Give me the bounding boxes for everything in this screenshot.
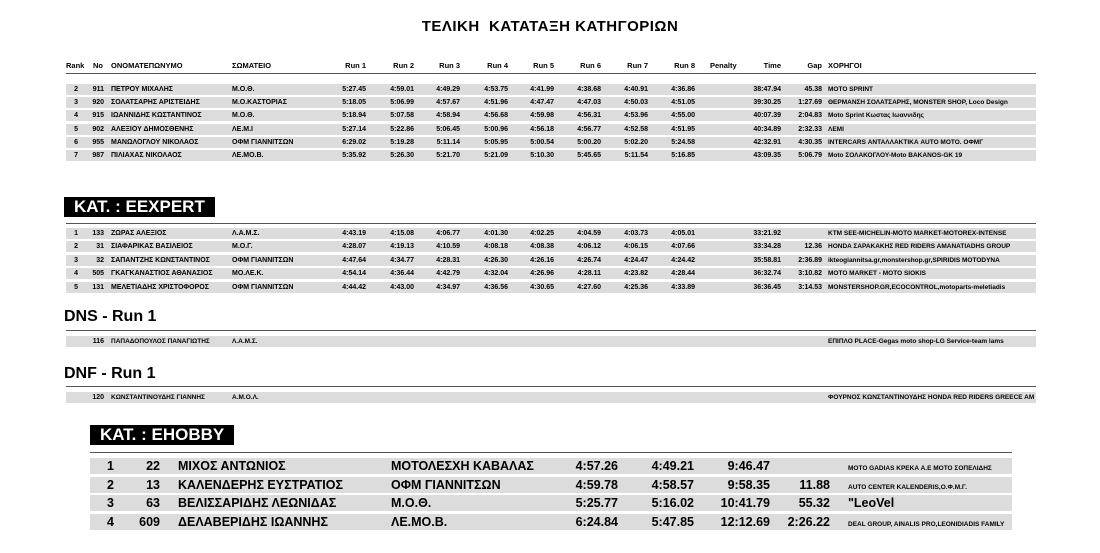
rider-name-cell: ΣΑΠΑΝΤΖΗΣ ΚΩΝΣΤΑΝΤΙΝΟΣ (111, 256, 210, 264)
number-cell: 920 (92, 99, 104, 107)
rider-name-cell: ΜΑΝΩΛΟΓΛΟΥ ΝΙΚΟΛΑΟΣ (111, 138, 199, 146)
run-time-cell: 4:51.95 (671, 125, 695, 133)
run-time-cell: 4:26.30 (484, 256, 508, 264)
gap-cell: 5:06.79 (798, 152, 822, 159)
run-time-cell: 4:49.21 (651, 459, 694, 473)
sponsor-cell: ΛΕΜΙ (828, 125, 844, 133)
run-time-cell: 4:36.44 (390, 270, 414, 278)
rider-name-cell: ΖΩΡΑΣ ΑΛΕΞΙΟΣ (111, 230, 167, 237)
number-cell: 133 (92, 230, 104, 237)
header-divider (66, 73, 1036, 74)
run-time-cell: 4:57.26 (575, 459, 618, 473)
sponsor-cell: KTM SEE-MICHELIN-MOTO MARKET-MOTOREX-INTENSE (828, 230, 1007, 237)
run-time-cell: 4:57.67 (436, 99, 460, 107)
total-time-cell: 9:58.35 (727, 477, 770, 492)
dnf-no: 120 (92, 394, 104, 401)
table-row (0, 495, 1100, 512)
sponsor-cell: INTERCARS ΑΝΤΑΛΛΑΚΤΙΚΑ AUTO MOTO. ΟΦΜΓ (828, 138, 984, 146)
total-time-cell: 9:46.47 (727, 459, 770, 473)
dnf-club: Α.Μ.Ο.Λ. (232, 394, 259, 401)
hobby-divider (90, 452, 1012, 453)
run-time-cell: 5:21.09 (484, 152, 508, 159)
number-cell: 955 (92, 138, 104, 146)
run-time-cell: 4:26.16 (530, 256, 554, 264)
run-time-cell: 4:51.96 (484, 99, 508, 107)
rank-cell: 2 (74, 243, 78, 251)
dns-title: DNS - Run 1 (64, 308, 157, 325)
run-time-cell: 5:25.77 (575, 496, 618, 510)
run-time-cell: 5:11.54 (624, 152, 648, 159)
run-time-cell: 5:10.30 (530, 152, 554, 159)
run-time-cell: 4:59.98 (530, 112, 554, 120)
run-time-cell: 4:03.73 (624, 230, 648, 237)
run-time-cell: 4:50.03 (624, 99, 648, 107)
rider-name-cell: ΣΟΛΑΤΣΑΡΗΣ ΑΡΙΣΤΕΙΔΗΣ (111, 99, 200, 107)
rider-name-cell: ΠΕΤΡΟΥ ΜΙΧΑΛΗΣ (111, 86, 173, 93)
rank-cell: 2 (74, 86, 78, 93)
run-time-cell: 4:28.31 (436, 256, 460, 264)
rider-name-cell: ΠΙΛΙΑΧΑΣ ΝΙΚΟΛΑΟΣ (111, 152, 182, 159)
col-penalty: Penalty (710, 61, 737, 70)
rank-cell: 7 (74, 152, 78, 159)
rank-cell: 4 (107, 514, 114, 529)
gap-cell: 11.88 (799, 477, 830, 492)
run-time-cell: 4:26.96 (530, 270, 554, 278)
club-cell: ΛΕ.ΜΟ.Β. (391, 514, 448, 529)
gap-cell: 2:32.33 (798, 125, 822, 133)
sponsor-cell: AUTO CENTER KALENDERIS,Ο.Φ.Μ.Γ. (848, 483, 967, 491)
run-time-cell: 5:45.65 (577, 152, 601, 159)
rider-name-cell: ΚΑΛΕΝΔΕΡΗΣ ΕΥΣΤΡΑΤΙΟΣ (178, 477, 343, 492)
dnf-divider (66, 386, 1036, 387)
run-time-cell: 4:54.14 (342, 270, 366, 278)
gap-cell: 55.32 (798, 496, 830, 510)
run-time-cell: 4:40.91 (624, 86, 648, 93)
club-cell: Μ.Ο.Θ. (232, 112, 255, 120)
run-time-cell: 4:05.01 (671, 230, 695, 237)
run-time-cell: 4:23.82 (624, 270, 648, 278)
sponsor-cell: HONDA ΣΑΡΑΚΑΚΗΣ RED RIDERS AMANATIADHS GROUP (828, 243, 1011, 251)
sponsor-cell: Moto Sprint Κωστας Ιωαννιδης (828, 112, 924, 120)
run-time-cell: 4:59.78 (575, 477, 618, 492)
club-cell: Λ.Α.Μ.Σ. (232, 230, 260, 237)
table-row (0, 477, 1100, 494)
run-time-cell: 4:06.15 (624, 243, 648, 251)
run-time-cell: 5:06.45 (436, 125, 460, 133)
table-row (0, 514, 1100, 531)
club-cell: Μ.Ο.ΚΑΣΤΟΡΙΑΣ (232, 99, 287, 107)
total-time-cell: 33:34.28 (753, 243, 781, 251)
table-row (0, 458, 1100, 475)
table-row (0, 84, 1100, 97)
run-time-cell: 4:53.75 (484, 86, 508, 93)
run-time-cell: 5:24.58 (671, 138, 695, 146)
rank-cell: 4 (74, 112, 78, 120)
gap-cell: 2:04.83 (798, 112, 822, 120)
col-run3: Run 3 (439, 61, 460, 70)
column-header-row (0, 61, 1100, 73)
col-sponsors: ΧΟΡΗΓΟΙ (828, 61, 862, 70)
club-cell: Μ.Ο.Θ. (232, 86, 255, 93)
total-time-cell: 40:07.39 (753, 112, 781, 120)
run-time-cell: 4:15.08 (390, 230, 414, 237)
dns-divider (66, 330, 1036, 331)
run-time-cell: 4:19.13 (390, 243, 414, 251)
club-cell: ΟΦΜ ΓΙΑΝΝΙΤΣΩΝ (232, 138, 294, 146)
run-time-cell: 4:08.38 (530, 243, 554, 251)
run-time-cell: 4:04.59 (577, 230, 601, 237)
run-time-cell: 4:36.56 (484, 283, 508, 291)
run-time-cell: 4:43.00 (390, 283, 414, 291)
gap-cell: 2:26.22 (787, 514, 830, 529)
club-cell: ΟΦΜ ΓΙΑΝΝΙΤΣΩΝ (232, 256, 294, 264)
category-title-expert: ΚΑΤ. : EEXPERT (64, 197, 215, 217)
table-row (0, 228, 1100, 241)
club-cell: ΜΟΤΟΛΕΣΧΗ ΚΑΒΑΛΑΣ (391, 459, 534, 473)
run-time-cell: 4:30.65 (530, 283, 554, 291)
run-time-cell: 5:22.86 (390, 125, 414, 133)
run-time-cell: 4:56.68 (484, 112, 508, 120)
gap-cell: 2:36.89 (798, 256, 822, 264)
rider-name-cell: ΜΕΛΕΤΙΑΔΗΣ ΧΡΙΣΤΟΦΟΡΟΣ (111, 283, 209, 291)
run-time-cell: 4:28.11 (577, 270, 601, 278)
table-row (0, 97, 1100, 110)
number-cell: 131 (92, 283, 104, 291)
run-time-cell: 4:59.01 (390, 86, 414, 93)
number-cell: 22 (146, 459, 160, 473)
number-cell: 31 (96, 243, 104, 251)
run-time-cell: 4:28.44 (671, 270, 695, 278)
run-time-cell: 4:51.05 (671, 99, 695, 107)
total-time-cell: 36:32.74 (753, 270, 781, 278)
run-time-cell: 4:27.60 (577, 283, 601, 291)
run-time-cell: 4:07.66 (671, 243, 695, 251)
gap-cell: 4:30.35 (798, 138, 822, 146)
run-time-cell: 5:11.14 (436, 138, 460, 146)
dns-name: ΠΑΠΑΔΟΠΟΥΛΟΣ ΠΑΝΑΓΙΩΤΗΣ (111, 338, 210, 345)
run-time-cell: 5:35.92 (342, 152, 366, 159)
number-cell: 911 (92, 86, 104, 93)
col-rank: Rank (66, 61, 85, 70)
total-time-cell: 40:34.89 (753, 125, 781, 133)
table-row (0, 282, 1100, 295)
run-time-cell: 4:38.68 (577, 86, 601, 93)
dnf-row (0, 392, 1100, 405)
total-time-cell: 38:47.94 (753, 86, 781, 93)
expert-divider (66, 223, 1036, 224)
run-time-cell: 5:21.70 (436, 152, 460, 159)
sponsor-cell: DEAL GROUP, AINALIS PRO,LEONIDIADIS FAMILY (848, 520, 1005, 528)
table-row (0, 268, 1100, 281)
run-time-cell: 5:00.54 (530, 138, 554, 146)
dnf-name: ΚΩΝΣΤΑΝΤΙΝΟΥΔΗΣ ΓΙΑΝΝΗΣ (111, 394, 205, 401)
number-cell: 987 (92, 152, 104, 159)
rider-name-cell: ΙΩΑΝΝΙΔΗΣ ΚΩΣΤΑΝΤΙΝΟΣ (111, 112, 202, 120)
col-club: ΣΩΜΑΤΕΙΟ (232, 61, 272, 70)
run-time-cell: 4:28.07 (342, 243, 366, 251)
number-cell: 915 (92, 112, 104, 120)
club-cell: ΟΦΜ ΓΙΑΝΝΙΤΣΩΝ (391, 477, 501, 492)
col-run4: Run 4 (487, 61, 508, 70)
rider-name-cell: ΜΙΧΟΣ ΑΝΤΩΝΙΟΣ (178, 459, 286, 473)
number-cell: 13 (146, 477, 160, 492)
run-time-cell: 5:27.14 (342, 125, 366, 133)
run-time-cell: 4:34.97 (436, 283, 460, 291)
club-cell: ΟΦΜ ΓΙΑΝΝΙΤΣΩΝ (232, 283, 294, 291)
run-time-cell: 5:16.02 (651, 496, 694, 510)
rank-cell: 1 (74, 230, 78, 237)
sponsor-cell: MOTO MARKET - MOTO SIOKIS (828, 270, 926, 278)
run-time-cell: 4:26.74 (577, 256, 601, 264)
total-time-cell: 36:36.45 (753, 283, 781, 291)
col-gap: Gap (807, 61, 822, 70)
col-run5: Run 5 (533, 61, 554, 70)
run-time-cell: 4:25.36 (624, 283, 648, 291)
run-time-cell: 5:07.58 (390, 112, 414, 120)
rider-name-cell: ΒΕΛΙΣΣΑΡΙΔΗΣ ΛΕΩΝΙΔΑΣ (178, 496, 337, 510)
category-title-hobby: ΚΑΤ. : EHOBBY (90, 425, 234, 445)
table-row (0, 150, 1100, 163)
dns-row (0, 336, 1100, 349)
rider-name-cell: ΓΚΑΓΚΑΝΑΣΤΙΟΣ ΑΘΑΝΑΣΙΟΣ (111, 270, 213, 278)
rank-cell: 5 (74, 283, 78, 291)
run-time-cell: 4:41.99 (530, 86, 554, 93)
gap-cell: 45.38 (804, 86, 822, 93)
run-time-cell: 4:06.77 (436, 230, 460, 237)
run-time-cell: 4:52.58 (624, 125, 648, 133)
run-time-cell: 4:44.42 (342, 283, 366, 291)
club-cell: ΛΕ.ΜΟ.Β. (232, 152, 264, 159)
total-time-cell: 33:21.92 (753, 230, 781, 237)
run-time-cell: 5:19.28 (390, 138, 414, 146)
run-time-cell: 4:56.77 (577, 125, 601, 133)
run-time-cell: 4:47.47 (530, 99, 554, 107)
run-time-cell: 4:34.77 (390, 256, 414, 264)
run-time-cell: 5:47.85 (651, 514, 694, 529)
dnf-title: DNF - Run 1 (64, 365, 156, 382)
run-time-cell: 5:26.30 (390, 152, 414, 159)
number-cell: 63 (146, 496, 160, 510)
run-time-cell: 6:29.02 (342, 138, 366, 146)
rank-cell: 3 (107, 496, 114, 510)
page-title: ΤΕΛΙΚΗ ΚΑΤΑΤΑΞΗ ΚΑΤΗΓΟΡΙΩΝ (421, 18, 679, 35)
run-time-cell: 5:06.99 (390, 99, 414, 107)
run-time-cell: 5:16.85 (671, 152, 695, 159)
sponsor-cell: MOTO SPRINT (828, 86, 874, 93)
club-cell: ΜΟ.ΛΕ.Κ. (232, 270, 264, 278)
col-time: Time (763, 61, 781, 70)
run-time-cell: 4:08.18 (484, 243, 508, 251)
run-time-cell: 5:00.20 (577, 138, 601, 146)
run-time-cell: 4:33.89 (671, 283, 695, 291)
club-cell: Μ.Ο.Γ. (232, 243, 253, 251)
run-time-cell: 5:27.45 (342, 86, 366, 93)
club-cell: Μ.Ο.Θ. (391, 496, 432, 510)
run-time-cell: 5:05.95 (484, 138, 508, 146)
total-time-cell: 42:32.91 (753, 138, 781, 146)
run-time-cell: 5:18.05 (342, 99, 366, 107)
number-cell: 505 (92, 270, 104, 278)
dns-sponsor: ΕΠΙΠΛΟ PLACE-Gegas moto shop-LG Service-team lams (828, 338, 1004, 345)
run-time-cell: 4:43.19 (342, 230, 366, 237)
table-row (0, 124, 1100, 137)
sponsor-cell: ikteogiannitsa.gr,monstershop.gr,SPIRIDIS MOTODYNA (828, 256, 1000, 264)
table-row (0, 255, 1100, 268)
rank-cell: 5 (74, 125, 78, 133)
run-time-cell: 4:36.86 (671, 86, 695, 93)
number-cell: 32 (96, 256, 104, 264)
gap-cell: 12.36 (804, 243, 822, 251)
run-time-cell: 4:58.94 (436, 112, 460, 120)
run-time-cell: 4:24.42 (671, 256, 695, 264)
run-time-cell: 4:58.57 (651, 477, 694, 492)
dns-no: 116 (92, 338, 104, 345)
gap-cell: 3:10.82 (798, 270, 822, 278)
dnf-sponsor: ΦΟΥΡΝΟΣ ΚΩΝΣΤΑΝΤΙΝΟΥΔΗΣ HONDA RED RIDERS GREECE AM (828, 394, 1035, 401)
col-run6: Run 6 (580, 61, 601, 70)
run-time-cell: 4:56.31 (577, 112, 601, 120)
col-run2: Run 2 (393, 61, 414, 70)
dns-club: Λ.Α.Μ.Σ. (232, 338, 258, 345)
table-row (0, 241, 1100, 254)
run-time-cell: 4:32.04 (484, 270, 508, 278)
rank-cell: 6 (74, 138, 78, 146)
run-time-cell: 6:24.84 (575, 514, 618, 529)
col-run8: Run 8 (674, 61, 695, 70)
col-run1: Run 1 (345, 61, 366, 70)
run-time-cell: 4:53.96 (624, 112, 648, 120)
rider-name-cell: ΣΙΑΦΑΡΙΚΑΣ ΒΑΣΙΛΕΙΟΣ (111, 243, 193, 251)
run-time-cell: 4:10.59 (436, 243, 460, 251)
club-cell: ΛΕ.Μ.Ι (232, 125, 254, 133)
total-time-cell: 10:41.79 (720, 496, 770, 510)
run-time-cell: 4:55.00 (671, 112, 695, 120)
run-time-cell: 4:42.79 (436, 270, 460, 278)
rank-cell: 4 (74, 270, 78, 278)
run-time-cell: 4:06.12 (577, 243, 601, 251)
run-time-cell: 4:49.29 (436, 86, 460, 93)
rank-cell: 1 (107, 459, 114, 473)
rank-cell: 3 (74, 99, 78, 107)
col-name: ΟΝΟΜΑΤΕΠΩΝΥΜΟ (111, 61, 183, 70)
gap-cell: 1:27.69 (798, 99, 822, 107)
total-time-cell: 43:09.35 (753, 152, 781, 159)
run-time-cell: 4:01.30 (484, 230, 508, 237)
total-time-cell: 12:12.69 (720, 514, 770, 529)
table-row (0, 110, 1100, 123)
total-time-cell: 39:30.25 (753, 99, 781, 107)
rank-cell: 3 (74, 256, 78, 264)
sponsor-cell: MOTO GADIAS ΚΡΕΚΑ Α.Ε ΜΟΤΟ ΣΟΠΕΛΙΔΗΣ (848, 465, 992, 472)
total-time-cell: 35:58.81 (753, 256, 781, 264)
sponsor-cell: Moto ΣΟΛΑΚΟΓΛΟΥ-Moto BAKANOS-GK 19 (828, 152, 963, 159)
run-time-cell: 4:56.18 (530, 125, 554, 133)
run-time-cell: 4:02.25 (530, 230, 554, 237)
rider-name-cell: ΔΕΛΑΒΕΡΙΔΗΣ ΙΩΑΝΝΗΣ (178, 514, 328, 529)
run-time-cell: 4:24.47 (624, 256, 648, 264)
gap-cell: 3:14.53 (798, 283, 822, 291)
run-time-cell: 4:47.03 (577, 99, 601, 107)
sponsor-cell: ΘΕΡΜΑΝΣΗ ΣΟΛΑΤΣΑΡΗΣ, MONSTER SHOP, Loco Design (828, 99, 1008, 107)
run-time-cell: 5:00.96 (484, 125, 508, 133)
number-cell: 609 (139, 514, 160, 529)
col-run7: Run 7 (627, 61, 648, 70)
table-row (0, 137, 1100, 150)
sponsor-cell: "LeoVel (848, 496, 895, 510)
run-time-cell: 4:47.64 (342, 256, 366, 264)
sponsor-cell: MONSTERSHOP.GR,ECOCONTROL,motoparts-meletiadis (828, 283, 1006, 291)
run-time-cell: 5:02.20 (624, 138, 648, 146)
rider-name-cell: ΑΛΕΞΙΟΥ ΔΗΜΟΣΘΕΝΗΣ (111, 125, 194, 133)
run-time-cell: 5:18.94 (342, 112, 366, 120)
rank-cell: 2 (107, 477, 114, 492)
number-cell: 902 (92, 125, 104, 133)
col-no: No (93, 61, 103, 70)
